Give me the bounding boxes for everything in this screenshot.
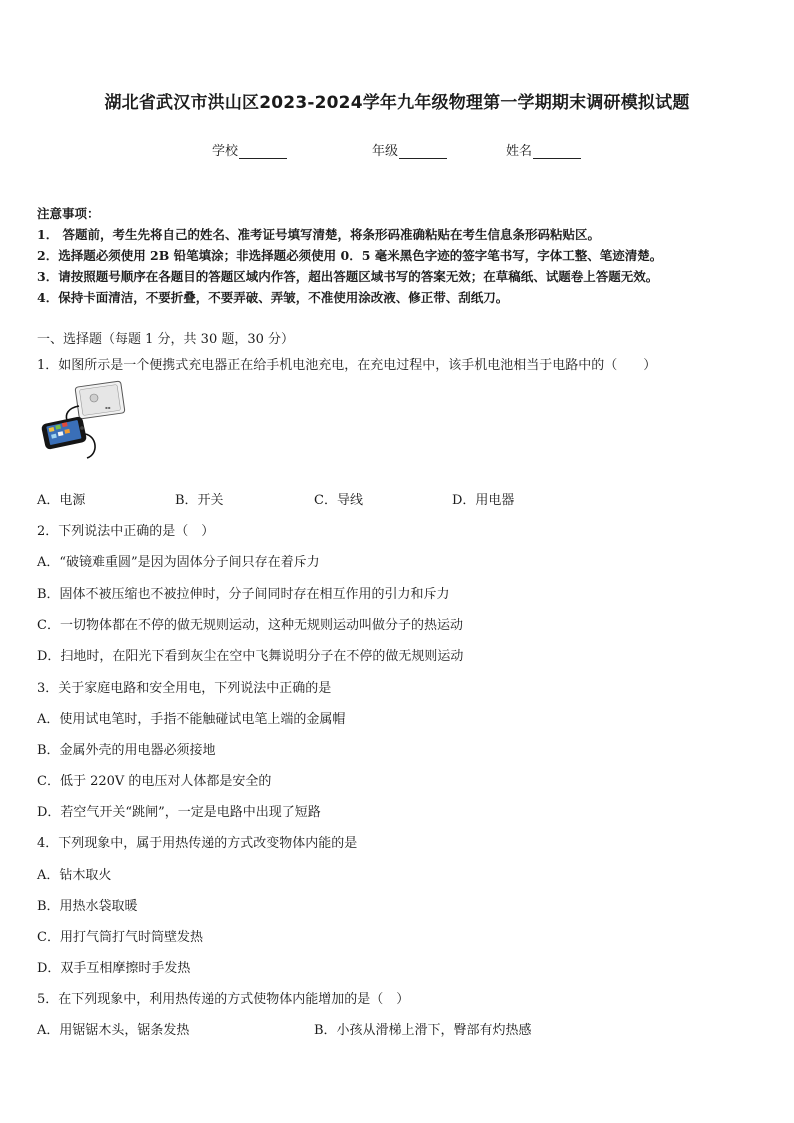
- school-blank[interactable]: [239, 144, 287, 159]
- option-2d[interactable]: D．扫地时，在阳光下看到灰尘在空中飞舞说明分子在不停的做无规则运动: [37, 649, 464, 664]
- note-item: 1． 答题前，考生先将自己的姓名、准考证号填写清楚，将条形码准确粘贴在考生信息条形码粘贴区。: [37, 227, 601, 242]
- note-item: 2．选择题必须使用 2B 铅笔填涂；非选择题必须使用 0．5 毫米黑色字迹的签字笔书写，字体工整、笔迹清楚。: [37, 248, 663, 263]
- svg-text:▪▪: ▪▪: [105, 405, 111, 410]
- option-1c[interactable]: C．导线: [314, 493, 363, 508]
- page-title: 湖北省武汉市洪山区2023-2024学年九年级物理第一学期期末调研模拟试题: [104, 93, 690, 113]
- option-5b[interactable]: B．小孩从滑梯上滑下，臀部有灼热感: [314, 1023, 532, 1038]
- grade-blank[interactable]: [399, 144, 447, 159]
- option-3c[interactable]: C．低于 220V 的电压对人体都是安全的: [37, 774, 272, 789]
- charger-phone-illustration: [37, 376, 129, 472]
- question-stem: 2．下列说法中正确的是（ ）: [37, 524, 215, 539]
- option-1d[interactable]: D．用电器: [452, 493, 515, 508]
- student-info-row: [0, 140, 794, 160]
- note-item: 3．请按照题号顺序在各题目的答题区域内作答，超出答题区域书写的答案无效；在草稿纸、试题卷上答题无效。: [37, 269, 659, 284]
- option-3a[interactable]: A．使用试电笔时，手指不能触碰试电笔上端的金属帽: [37, 712, 346, 727]
- option-3d[interactable]: D．若空气开关“跳闸”，一定是电路中出现了短路: [37, 805, 321, 820]
- section-title: 一、选择题（每题 1 分，共 30 题，30 分）: [37, 332, 295, 347]
- option-4a[interactable]: A．钻木取火: [37, 868, 112, 883]
- grade-label: 年级: [372, 144, 399, 159]
- question-stem: 1．如图所示是一个便携式充电器正在给手机电池充电，在充电过程中，该手机电池相当于电路中的（ ）: [37, 358, 657, 373]
- option-4c[interactable]: C．用打气筒打气时筒壁发热: [37, 930, 203, 945]
- name-field[interactable]: [506, 140, 581, 159]
- note-item: 4．保持卡面清洁，不要折叠，不要弄破、弄皱，不准使用涂改液、修正带、刮纸刀。: [37, 290, 509, 305]
- option-3b[interactable]: B．金属外壳的用电器必须接地: [37, 743, 216, 758]
- school-field[interactable]: [212, 140, 287, 159]
- option-4d[interactable]: D．双手互相摩擦时手发热: [37, 961, 191, 976]
- name-blank[interactable]: [533, 144, 581, 159]
- name-label: 姓名: [506, 144, 533, 159]
- notes-block: [37, 203, 757, 308]
- question-stem: 4．下列现象中，属于用热传递的方式改变物体内能的是: [37, 836, 358, 851]
- option-2c[interactable]: C．一切物体都在不停的做无规则运动，这种无规则运动叫做分子的热运动: [37, 618, 463, 633]
- option-1b[interactable]: B．开关: [175, 493, 224, 508]
- option-5a[interactable]: A．用锯锯木头，锯条发热: [37, 1023, 190, 1038]
- option-2a[interactable]: A．“破镜难重圆”是因为固体分子间只存在着斥力: [37, 555, 320, 570]
- school-label: 学校: [212, 144, 239, 159]
- notes-heading: 注意事项：: [37, 206, 100, 221]
- question-stem: 5．在下列现象中，利用热传递的方式使物体内能增加的是（ ）: [37, 992, 410, 1007]
- option-4b[interactable]: B．用热水袋取暖: [37, 899, 138, 914]
- question-stem: 3．关于家庭电路和安全用电，下列说法中正确的是: [37, 681, 332, 696]
- grade-field[interactable]: [372, 140, 447, 159]
- option-2b[interactable]: B．固体不被压缩也不被拉伸时，分子间同时存在相互作用的引力和斥力: [37, 587, 450, 602]
- option-1a[interactable]: A．电源: [37, 493, 86, 508]
